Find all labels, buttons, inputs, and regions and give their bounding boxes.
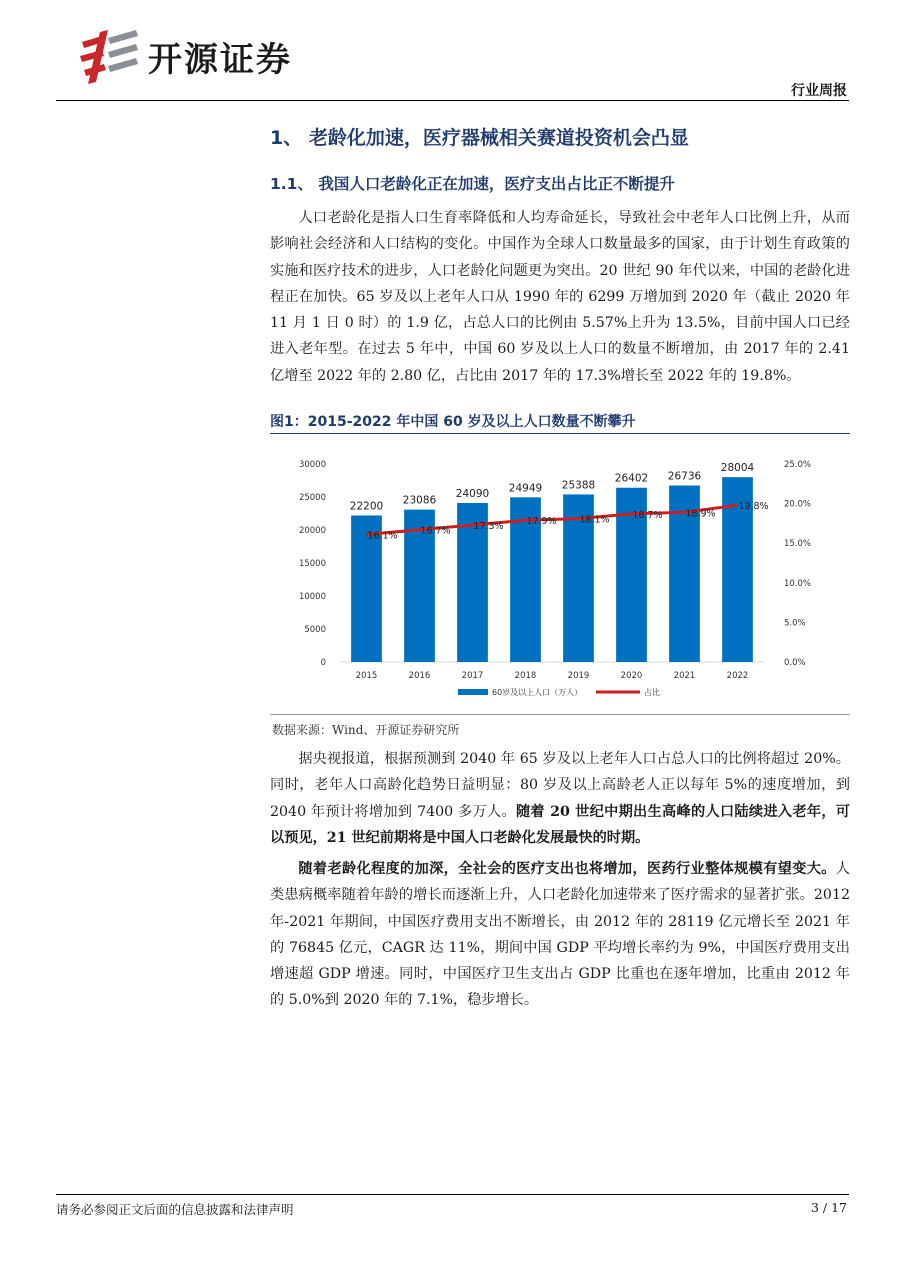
x-tick-label: 2016 — [408, 671, 431, 681]
y-left-tick-label: 0 — [320, 658, 326, 668]
logo-mark-icon — [78, 28, 142, 84]
source-divider — [270, 714, 850, 715]
chart-svg — [270, 440, 850, 710]
figure-title: 图1：2015-2022 年中国 60 岁及以上人口数量不断攀升 — [270, 414, 636, 430]
paragraph-1 — [270, 205, 850, 389]
bar-value-label: 26402 — [614, 472, 649, 485]
paragraph-2-bold: 随着 20 世纪中期出生高峰的人口陆续进入老年，可以预见，21 世纪前期将是中国人口老龄化发展最快的时期。 — [270, 803, 850, 846]
paragraph-2 — [270, 746, 850, 851]
ratio-value-label: 17.3% — [473, 520, 504, 532]
x-tick-label: 2019 — [567, 671, 590, 681]
bar-value-label: 28004 — [720, 462, 755, 475]
y-right-tick-label: 15.0% — [784, 539, 812, 550]
x-tick-label: 2020 — [620, 671, 643, 681]
ratio-value-label: 16.1% — [367, 530, 398, 542]
paragraph-3-bold: 随着老龄化程度的加深，全社会的医疗支出也将增加，医药行业整体规模有望变大。 — [298, 861, 836, 877]
bar-value-label: 24949 — [508, 482, 543, 495]
y-left-tick-label: 5000 — [304, 625, 326, 635]
ratio-value-label: 17.9% — [526, 516, 557, 528]
y-right-tick-label: 25.0% — [784, 460, 812, 470]
report-type: 行业周报 — [791, 83, 847, 99]
page-number: 3 / 17 — [810, 1200, 847, 1215]
header-divider — [56, 100, 849, 101]
legend-bar-label: 60岁及以上人口（万人） — [492, 688, 583, 697]
bar-value-label: 24090 — [455, 488, 490, 501]
paragraph-2-text — [270, 746, 850, 851]
y-left-tick-label: 30000 — [298, 460, 326, 470]
x-tick-label: 2018 — [514, 671, 537, 681]
y-left-tick-label: 25000 — [298, 493, 326, 503]
bar-value-label: 26736 — [667, 470, 702, 483]
paragraph-3-text — [270, 856, 850, 1014]
subsection-title: 1.1、 我国人口老龄化正在加速，医疗支出占比正不断提升 — [270, 175, 675, 193]
figure-source: 数据来源：Wind、开源证券研究所 — [272, 723, 460, 737]
figure-divider — [270, 433, 850, 434]
paragraph-1-text: 人口老龄化是指人口生育率降低和人均寿命延长，导致社会中老年人口比例上升，从而影响社会经济和人口结构的变化。中国作为全球人口数量最多的国家，由于计划生育政策的实施和医疗技术的进步，人口老龄化问题更为突出。20 世纪 90 年代以来，中国的老龄化进程正在加快。65 岁及以上老年人口从 1990 年的 6299 万增加到 2020 年（截止 2020 年 11 月 1 日 0 时）的 1.9 亿，占总人口的比例由 5.57%上升为 13.5%，目前中国人口已经进入老年型。在过去 5 年中，中国 60 岁及以上人口的数量不断增加，由 2017 年的 2.41 亿增至 2022 年的 2.80 亿，占比由 2017 年的 17.3%增长至 2022 年的 19.8%。 — [270, 210, 850, 384]
x-tick-label: 2017 — [461, 671, 484, 681]
x-tick-label: 2022 — [726, 671, 749, 681]
bar-value-label: 22200 — [349, 500, 384, 513]
y-right-tick-label: 20.0% — [784, 499, 812, 510]
logo-text: 开源证券 — [148, 40, 292, 80]
footer-disclaimer: 请务必参阅正文后面的信息披露和法律声明 — [56, 1202, 294, 1217]
bar-value-label: 25388 — [561, 479, 596, 492]
x-tick-label: 2015 — [355, 671, 378, 681]
footer-divider — [56, 1194, 849, 1195]
ratio-value-label: 18.9% — [685, 508, 716, 520]
y-left-tick-label: 20000 — [298, 526, 326, 536]
ratio-value-label: 18.1% — [579, 514, 610, 526]
company-logo — [78, 28, 348, 88]
y-left-tick-label: 15000 — [298, 559, 326, 569]
paragraph-2-normal: 据央视报道，根据预测到 2040 年 65 岁及以上老年人口占总人口的比例将超过 20%。同时，老年人口高龄化趋势日益明显：80 岁及以上高龄老人正以每年 5%的速度增加，到 2040 年预计将增加到 7400 多万人。 — [270, 751, 850, 820]
section-title: 1、 老龄化加速，医疗器械相关赛道投资机会凸显 — [270, 127, 689, 149]
ratio-value-label: 18.7% — [632, 509, 663, 521]
legend-line-label: 占比 — [644, 688, 660, 697]
ratio-value-label: 19.8% — [738, 501, 769, 513]
paragraph-3 — [270, 856, 850, 1014]
x-tick-label: 2021 — [673, 671, 696, 681]
ratio-value-label: 16.7% — [420, 525, 451, 537]
y-left-tick-label: 10000 — [298, 592, 326, 602]
y-right-tick-label: 5.0% — [784, 618, 806, 629]
legend — [458, 687, 660, 697]
y-right-tick-label: 10.0% — [784, 578, 812, 589]
bar-value-label: 23086 — [402, 494, 437, 507]
paragraph-3-normal: 人类患病概率随着年龄的增长而逐渐上升，人口老龄化加速带来了医疗需求的显著扩张。2012 年-2021 年期间，中国医疗费用支出不断增长，由 2012 年的 28119 亿元增长至 2021 年的 76845 亿元，CAGR 达 11%，期间中国 GDP 平均增长率约为 9%，中国医疗费用支出增速超 GDP 增速。同时，中国医疗卫生支出占 GDP 比重也在逐年增加，比重由 2012 年的 5.0%到 2020 年的 7.1%，稳步增长。 — [270, 861, 850, 1009]
y-right-tick-label: 0.0% — [784, 658, 806, 668]
legend-bar-swatch — [458, 689, 488, 695]
population-chart — [270, 440, 850, 710]
